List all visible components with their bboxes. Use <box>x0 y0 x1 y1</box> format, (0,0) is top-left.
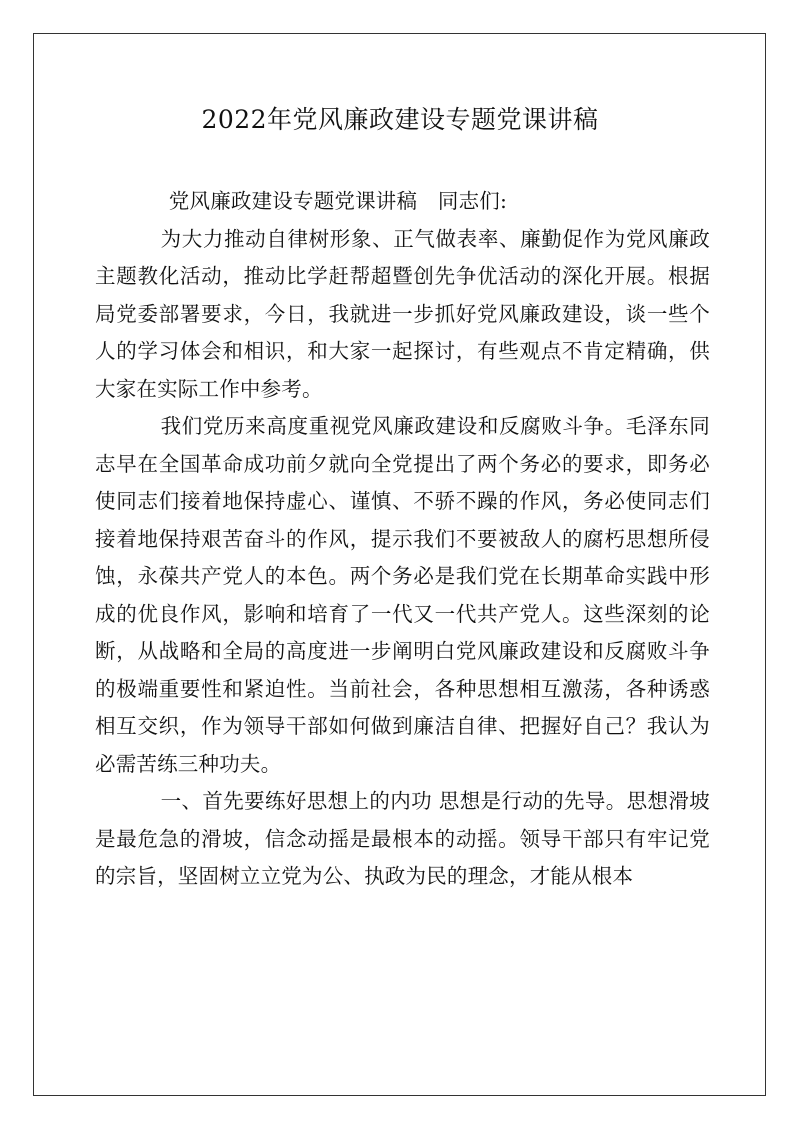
paragraph-1: 为大力推动自律树形象、正气做表率、廉勤促作为党风廉政主题教化活动，推动比学赶帮超暨创先争优活动的深化开展。根据局党委部署要求，今日，我就进一步抓好党风廉政建设，谈一些个人的学习体会和相识，和大家一起探讨，有些观点不肯定精确，供大家在实际工作中参考。 <box>95 226 710 401</box>
paragraph-2: 我们党历来高度重视党风廉政建设和反腐败斗争。毛泽东同志早在全国革命成功前夕就向全党提出了两个务必的要求，即务必使同志们接着地保持虚心、谨慎、不骄不躁的作风，务必使同志们接着地保持艰苦奋斗的作风，提示我们不要被敌人的腐朽思想所侵蚀，永葆共产党人的本色。两个务必是我们党在长期革命实践中形成的优良作风，影响和培育了一代又一代共产党人。这些深刻的论断，从战略和全局的高度进一步阐明白党风廉政建设和反腐败斗争的极端重要性和紧迫性。当前社会，各种思想相互激荡，各种诱惑相互交织，作为领导干部如何做到廉洁自律、把握好自己？我认为必需苦练三种功夫。 <box>95 414 710 776</box>
document-title: 2022年党风廉政建设专题党课讲稿 <box>201 105 599 134</box>
document-body <box>95 183 710 896</box>
paragraph-3: 一、首先要练好思想上的内功 思想是行动的先导。思想滑坡是最危急的滑坡，信念动摇是最根本的动摇。领导干部只有牢记党的宗旨，坚固树立立党为公、执政为民的理念，才能从根本 <box>95 789 710 888</box>
paragraph-opening: 党风廉政建设专题党课讲稿 同志们: <box>168 189 508 213</box>
